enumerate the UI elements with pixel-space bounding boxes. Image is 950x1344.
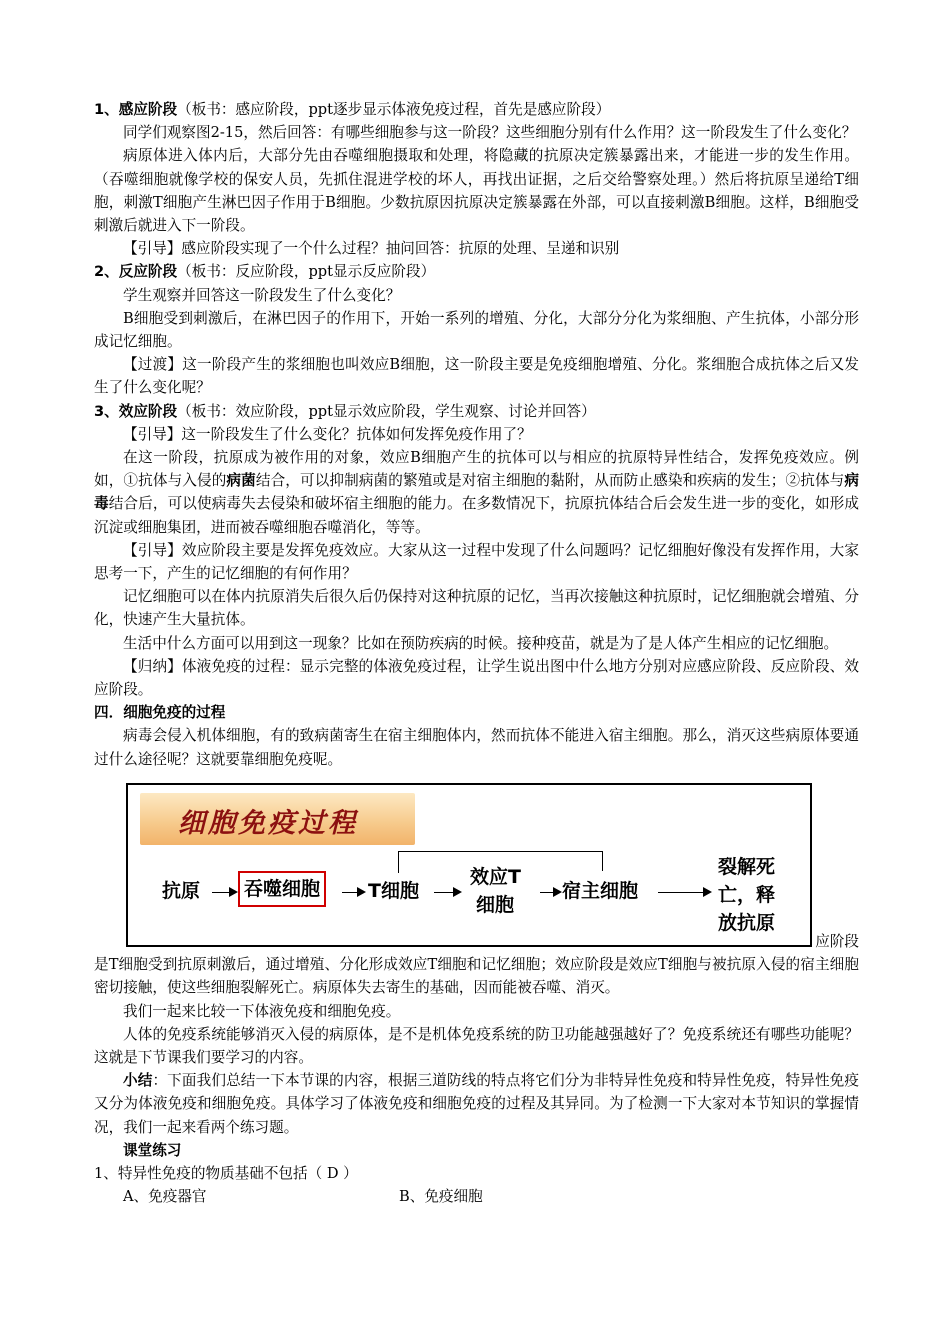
paragraph: 学生观察并回答这一阶段发生了什么变化？	[123, 286, 401, 304]
practice-heading: 课堂练习	[123, 1141, 182, 1159]
paragraph: 在这一阶段，抗原成为被作用的对象，效应B细胞产生的抗体可以与相应的抗原特异性结合，发挥免疫效应。例如，①抗体与入侵的病菌结合，可以抑制病菌的繁殖或是对宿主细胞的黏附，从而防止感染和疾病的发生；②抗体与病毒结合后，可以使病毒失去侵染和破坏宿主细胞的能力。在多数情况下，抗原抗体结合后会发生进一步的变化，如形成沉淀或细胞集团，进而被吞噬细胞吞噬消化，等等。	[94, 449, 859, 536]
paragraph: 病毒会侵入机体细胞，有的致病菌寄生在宿主细胞体内，然而抗体不能进入宿主细胞。那么，消灭这些病原体要通过什么途径呢？这就要靠细胞免疫呢。	[94, 727, 859, 768]
options-row	[94, 1185, 859, 1208]
diagram-title: 细胞免疫过程	[178, 807, 358, 839]
paragraph: 生活中什么方面可以用到这一现象？比如在预防疾病的时候。接种疫苗，就是为了是人体产生相应的记忆细胞。	[123, 634, 839, 652]
summary-paragraph: 小结：下面我们总结一下本节课的内容，根据三道防线的特点将它们分为非特异性免疫和特异性免疫，特异性免疫又分为体液免疫和细胞免疫。具体学习了体液免疫和细胞免疫的过程及其异同。为了检测一下大家对本节知识的掌握情况，我们一起来看两个练习题。	[94, 1072, 859, 1136]
node-effector-t-line1: 效应T	[470, 865, 521, 888]
paragraph: 【引导】这一阶段发生了什么变化？抗体如何发挥免疫作用了？	[123, 425, 532, 443]
option-a: A、免疫器官	[123, 1188, 207, 1206]
arrow	[658, 892, 710, 893]
overlap-line	[94, 930, 859, 953]
cell-immunity-diagram	[126, 783, 812, 947]
question-1: 1、特异性免疫的物质基础不包括（ D ）	[94, 1164, 358, 1182]
section3-heading: 3、效应阶段（板书：效应阶段，ppt显示效应阶段，学生观察、讨论并回答）	[94, 402, 596, 420]
paragraph: B细胞受到刺激后，在淋巴因子的作用下，开始一系列的增殖、分化，大部分分化为浆细胞、产生抗体，小部分形成记忆细胞。	[94, 309, 859, 351]
arrow	[342, 892, 364, 893]
loop-line	[398, 851, 602, 852]
node-antigen: 抗原	[162, 879, 201, 902]
paragraph: 【过渡】这一阶段产生的浆细胞也叫效应B细胞，这一阶段主要是免疫细胞增殖、分化。浆细胞合成抗体之后又发生了什么变化呢？	[94, 356, 859, 397]
paragraph: 我们一起来比较一下体液免疫和细胞免疫。	[123, 1002, 401, 1020]
section2-heading: 2、反应阶段（板书：反应阶段，ppt显示反应阶段）	[94, 263, 436, 281]
paragraph: 【引导】效应阶段主要是发挥免疫效应。大家从这一过程中发现了什么问题吗？记忆细胞好像没有发挥作用，大家思考一下，产生的记忆细胞的有何作用？	[94, 541, 859, 583]
loop-line	[602, 851, 603, 871]
section1-heading: 1、感应阶段（板书：感应阶段，ppt逐步显示体液免疫过程，首先是感应阶段）	[94, 101, 611, 118]
paragraph: 【引导】感应阶段实现了一个什么过程？抽问回答：抗原的处理、呈递和识别	[123, 240, 620, 258]
node-lysis-line1: 裂解死	[718, 855, 776, 878]
document-page	[94, 98, 859, 1208]
diagram-title-banner	[140, 793, 415, 845]
node-lysis-line3: 放抗原	[718, 911, 776, 934]
paragraph: 人体的免疫系统能够消灭入侵的病原体，是不是机体免疫系统的防卫功能越强越好了？免疫系统还有哪些功能呢？这就是下节课我们要学习的内容。	[94, 1025, 859, 1066]
node-host-cell: 宿主细胞	[562, 879, 639, 902]
arrow	[434, 892, 460, 893]
paragraph: 【归纳】体液免疫的过程：显示完整的体液免疫过程，让学生说出图中什么地方分别对应感应阶段、反应阶段、效应阶段。	[94, 657, 859, 699]
overlap-tail: 应阶段	[815, 932, 859, 950]
node-t-cell: T细胞	[368, 879, 419, 902]
paragraph: 记忆细胞可以在体内抗原消失后很久后仍保持对这种抗原的记忆，当再次接触这种抗原时，记忆细胞就会增殖、分化，快速产生大量抗体。	[94, 588, 859, 629]
loop-line	[398, 851, 399, 873]
paragraph: 是T细胞受到抗原刺激后，通过增殖、分化形成效应T细胞和记忆细胞；效应阶段是效应T细胞与被抗原入侵的宿主细胞密切接触，使这些细胞裂解死亡。病原体失去寄生的基础，因而能被吞噬、消灭。	[94, 956, 859, 997]
option-b: B、免疫细胞	[399, 1188, 483, 1206]
arrow	[212, 892, 236, 893]
section4-heading: 四．细胞免疫的过程	[94, 704, 226, 722]
paragraph: 同学们观察图2-15，然后回答：有哪些细胞参与这一阶段？这些细胞分别有什么作用？这一阶段发生了什么变化？	[123, 124, 857, 142]
paragraph: 病原体进入体内后，大部分先由吞噬细胞摄取和处理，将隐藏的抗原决定簇暴露出来，才能进一步的发生作用。（吞噬细胞就像学校的保安人员，先抓住混进学校的坏人，再找出证据，之后交给警察处理。）然后将抗原呈递给T细胞，刺激T细胞产生淋巴因子作用于B细胞。少数抗原因抗原决定簇暴露在外部，可以直接刺激B细胞。这样，B细胞受刺激后就进入下一阶段。	[94, 147, 859, 235]
arrow	[540, 892, 560, 893]
node-lysis-line2: 亡，释	[718, 883, 776, 906]
node-phagocyte: 吞噬细胞	[238, 871, 326, 907]
node-effector-t-line2: 细胞	[476, 893, 515, 916]
